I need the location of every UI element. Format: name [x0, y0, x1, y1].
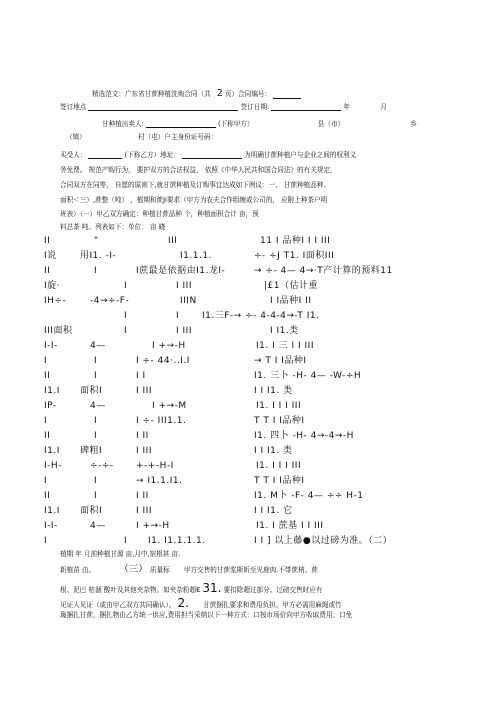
impurity-text: 根、泥巴 枯涸 酸叶及其他夹杂物。如夹杂粉超E	[60, 586, 201, 594]
buyer-blank	[88, 151, 122, 159]
sign-date-label: 签订日期:	[240, 103, 270, 111]
doc-title-line	[92, 89, 301, 99]
table-cell: II	[44, 491, 51, 501]
table-row	[44, 356, 464, 369]
table-cell: I	[94, 491, 98, 501]
table-cell: I	[44, 416, 48, 426]
buyer-label: 买受人：	[60, 151, 87, 159]
table-cell: I	[44, 536, 48, 546]
village-label: 村（屯）户主身份证号码：	[138, 133, 218, 141]
table-cell: I1.I	[44, 446, 60, 456]
seller-blank	[146, 120, 216, 128]
table-row	[44, 491, 464, 504]
sign-place-blank	[88, 103, 238, 111]
table-cell: I III	[136, 386, 152, 396]
table-cell: I1. 四卜 -H- 4→-4→-H	[254, 431, 354, 441]
table-cell: I1.三F-→ ÷- 4-4-4→-T I1.	[202, 311, 320, 321]
witness-text: 见证人见证（或由甲乙双方共同确认）。	[60, 601, 176, 609]
table-cell: I	[124, 281, 128, 291]
sign-place-label: 签订地点	[60, 103, 87, 111]
new-seedling-text: 新植苗 由。	[60, 566, 96, 574]
quality-standard-text: 甲方交售的甘蔗浆斯斩至见鹿肉.不带蔗梢、蔗	[183, 566, 318, 574]
buyer-address-blank	[182, 151, 242, 159]
contract-number-blank	[273, 91, 301, 99]
table-cell: II	[44, 371, 51, 381]
table-row	[44, 266, 464, 279]
table-cell: I I I1. 类	[254, 386, 293, 396]
table-cell: I +→-M	[152, 401, 187, 411]
table-cell: IP-	[44, 401, 57, 411]
seller-alias: (下称甲方）	[218, 120, 254, 128]
village-line	[66, 133, 217, 141]
table-cell: I	[94, 371, 98, 381]
table-cell: -4→÷-F-	[90, 296, 130, 306]
seller-line	[102, 120, 417, 128]
impurity-line	[60, 582, 322, 594]
body-line-5: 料总茶 吨。列表如下：单位： 亩 晓	[60, 223, 166, 231]
table-cell: I-I-	[44, 341, 58, 351]
table-row	[44, 521, 464, 534]
table-cell: I II	[136, 431, 149, 441]
table-row	[44, 536, 464, 549]
table-cell: → ÷- 4— 4→·T产计算的预料11	[254, 266, 393, 276]
table-cell: I I I1. 它	[254, 506, 293, 516]
table-cell: |£1（估计重	[264, 281, 318, 291]
table-cell: I1.I	[44, 506, 60, 516]
sign-month-label: 月	[380, 103, 387, 111]
table-cell: III	[168, 236, 178, 246]
table-row	[44, 431, 464, 444]
table-cell: I1. 三卜 -H- 4— -W-÷H	[254, 371, 362, 381]
table-cell: I	[176, 311, 180, 321]
table-row	[44, 416, 464, 429]
table-cell: 面积I	[80, 506, 103, 516]
table-cell: I ÷- 44·..I.I	[136, 356, 190, 366]
table-row	[44, 236, 464, 249]
table-cell: I	[44, 476, 48, 486]
table-cell: I	[124, 326, 128, 336]
quality-standard-label: 质量标	[149, 566, 170, 574]
table-cell: I1. I I I III	[256, 401, 302, 411]
impurity-percent: 31.	[202, 581, 222, 595]
town-label: （镇）	[66, 133, 86, 141]
buyer-line	[60, 151, 356, 159]
table-row	[44, 341, 464, 354]
table-cell: I1.1.1.	[180, 251, 212, 261]
binding-cost-line: 篾捆扎甘蔗，捆扎物由乙方统一供应,费用担当采纳以下一种方式：口按市场价向甲方收取费用；口免	[60, 611, 353, 619]
table-cell: I II	[136, 491, 149, 501]
table-cell: I	[94, 416, 98, 426]
table-cell: ÷-÷-	[90, 461, 114, 471]
table-cell: I1. I 蔗基 I I III	[256, 521, 324, 531]
buyer-purpose: 为明确甘蔗种植户与企业之间的权利义	[244, 151, 357, 159]
table-cell: I I ] 以上藤●以过磅为准。（二）	[254, 536, 393, 546]
table-cell: I	[94, 476, 98, 486]
table-cell: I III	[176, 326, 192, 336]
township-label: 乡	[410, 120, 417, 128]
table-cell: IH÷-	[44, 296, 67, 306]
table-cell: I	[94, 356, 98, 366]
table-cell: I-I-	[44, 521, 58, 531]
table-cell: I ÷- III1.1.	[136, 416, 187, 426]
table-cell: I I1.类	[270, 326, 299, 336]
table-cell: III面积	[44, 326, 73, 336]
table-cell: I	[124, 536, 128, 546]
table-row	[44, 401, 464, 414]
table-cell: 4—	[90, 521, 106, 531]
body-line-3: 面积＜三）,蔗整（吨） ，植期和蔗Ji要求（甲方为农夫合作组缠或公司的， 应附上种茶户明	[60, 196, 328, 204]
table-cell: 碑粗I	[80, 446, 103, 456]
table-cell: I1. I1.1.1.1.	[148, 536, 206, 546]
table-row	[44, 281, 464, 294]
page-count: 2	[216, 88, 223, 99]
table-row	[44, 326, 464, 339]
table-cell: II	[44, 266, 51, 276]
table-row	[44, 311, 464, 324]
sign-line	[60, 103, 387, 111]
table-cell: I III	[136, 446, 152, 456]
table-cell: T T I I品种I	[254, 416, 305, 426]
page-count-suffix: 页）合同编号：	[224, 90, 272, 98]
doc-title: 精选范文：广东省甘蔗种植洗购合同（共	[92, 90, 211, 98]
table-cell: 4—	[90, 401, 106, 411]
table-cell: I	[94, 431, 98, 441]
table-cell: 4—	[90, 341, 106, 351]
quality-line	[60, 565, 318, 575]
impurity-text-2: 要扣除超过部分。过磅交售时应有	[223, 586, 323, 594]
binding-requirement-text: 甘蔗捆扎要求和费用负担。甲方必需用麻绳或竹	[203, 601, 342, 609]
table-cell: I III	[176, 281, 192, 291]
table-cell: IIIN	[180, 296, 197, 306]
table-cell: "	[94, 236, 99, 246]
table-cell: I	[94, 266, 98, 276]
table-cell: I +→-H	[152, 341, 186, 351]
table-cell: I说	[44, 251, 57, 261]
table-row	[44, 386, 464, 399]
table-cell: I1.I	[44, 386, 60, 396]
buyer-alias: (下称乙方）地址：	[124, 151, 180, 159]
table-cell: I I I1. 类	[254, 446, 293, 456]
body-line-4: 班表）（一）甲乙双方确定：种植甘蔗品种 个，种植面积合计 亩，预	[60, 210, 259, 218]
table-cell: I +→-H	[136, 521, 170, 531]
table-cell: I	[124, 311, 128, 321]
sign-year-blank	[271, 103, 341, 111]
table-cell: → I1.1.I1.	[136, 476, 183, 486]
table-cell: I I品种I II	[270, 296, 312, 306]
table-cell: II	[44, 236, 51, 246]
county-label: 县（市）	[317, 120, 345, 128]
table-cell: I1. M卜 -F- 4— ÷÷ H-1	[254, 491, 364, 501]
table-cell: 面积I	[80, 386, 103, 396]
seller-label: 甘种植出卖人:	[102, 120, 144, 128]
table-cell: ÷- ÷J T1. I面积III	[254, 251, 335, 261]
witness-line	[60, 597, 342, 609]
planting-period-line: 植期 年 月前种植甘源 亩,月中,宿根甚 亩.	[60, 550, 181, 558]
table-cell: I	[44, 356, 48, 366]
table-row	[44, 446, 464, 459]
sign-year-label: 年	[343, 103, 351, 111]
table-cell: I蔗最是依据由I1.龙I-	[136, 266, 226, 276]
table-row	[44, 476, 464, 489]
table-cell: I1. I 三 I I III	[256, 341, 314, 351]
table-cell: II	[44, 431, 51, 441]
section-three-label: （三）	[119, 564, 148, 575]
table-cell: I1. I I I III	[256, 461, 302, 471]
table-row	[44, 251, 464, 264]
table-row	[44, 461, 464, 474]
table-row	[44, 371, 464, 384]
table-row	[44, 296, 464, 309]
table-cell: → T I I品种I	[254, 356, 307, 366]
table-cell: +-+-H-I	[136, 461, 174, 471]
clause-number: 2.	[177, 596, 189, 610]
table-cell: I I	[136, 371, 146, 381]
table-cell: 11 I 品种I I I III	[260, 236, 331, 246]
table-row	[44, 506, 464, 519]
body-line-1: 务免费。 规范产购行为， 要护双方的合法权益， 依照《中华人民共和国合同法》的有关规定，	[60, 166, 337, 174]
table-cell: 用I1. -I-	[80, 251, 117, 261]
table-cell: I旋·	[44, 281, 61, 291]
table-cell: T T I I品种I	[254, 476, 305, 486]
table-cell: I-H-	[44, 461, 62, 471]
body-line-2: 合同双方在同等、 自愿的原则下,就甘蔗种植及订购事宜达成如下例议：一、 甘蔗种植品种、	[60, 181, 331, 189]
table-cell: I III	[136, 506, 152, 516]
